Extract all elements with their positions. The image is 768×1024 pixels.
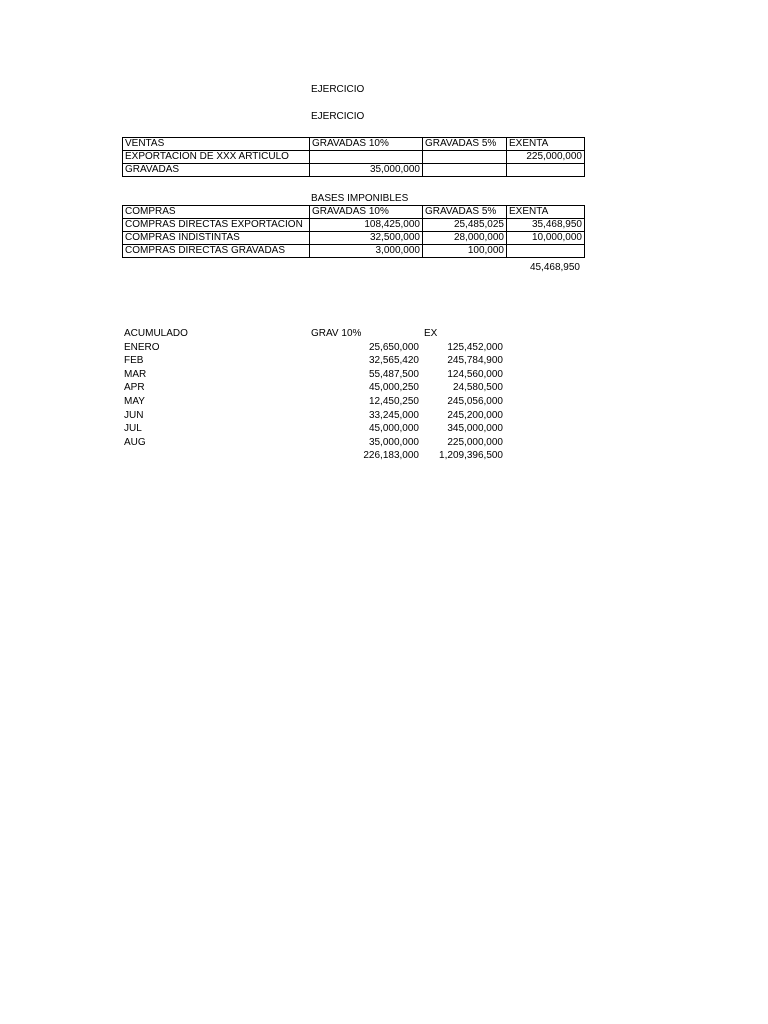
page-title: EJERCICIO (311, 84, 365, 95)
table-row (124, 409, 503, 423)
ex-value: 24,580,500 (452, 382, 503, 394)
header-cell: GRAVADAS 5% (423, 138, 507, 151)
month-label: MAR (124, 368, 147, 380)
cell-value (423, 151, 507, 164)
cell-value (507, 245, 585, 258)
ex-value: 225,000,000 (447, 436, 503, 448)
header-cell: EXENTA (507, 206, 585, 219)
grav-value: 35,000,000 (368, 436, 419, 448)
cell-value (310, 151, 423, 164)
grav-total: 226,183,000 (363, 450, 419, 462)
totals-label (124, 449, 311, 463)
totals-row (124, 449, 503, 463)
table-row (124, 354, 503, 368)
grav-value: 45,000,000 (368, 423, 419, 435)
row-label: COMPRAS DIRECTAS EXPORTACION (123, 219, 310, 232)
ex-total: 1,209,396,500 (439, 450, 503, 462)
header-cell: VENTAS (123, 138, 310, 151)
table-row (124, 381, 503, 395)
ex-value: 245,784,900 (447, 355, 503, 367)
table-row (124, 368, 503, 382)
cell-value: 108,425,000 (310, 219, 423, 232)
cell-value: 25,485,025 (423, 219, 507, 232)
row-label: COMPRAS DIRECTAS GRAVADAS (123, 245, 310, 258)
header-cell: COMPRAS (123, 206, 310, 219)
cell-value: 35,468,950 (507, 219, 585, 232)
header-cell: GRAVADAS 10% (310, 138, 423, 151)
month-label: ENERO (124, 341, 160, 353)
header-cell: ACUMULADO (124, 328, 188, 339)
header-cell: GRAV 10% (311, 328, 362, 339)
section-label: BASES IMPONIBLES (311, 193, 409, 204)
page-subtitle: EJERCICIO (311, 111, 365, 122)
month-label: AUG (124, 436, 146, 448)
grav-value: 45,000,250 (368, 382, 419, 394)
ex-value: 245,056,000 (447, 395, 503, 407)
cell-value: 35,000,000 (310, 164, 423, 177)
ex-value: 125,452,000 (447, 341, 503, 353)
header-cell: EXENTA (507, 138, 585, 151)
month-label: JUN (124, 409, 144, 421)
grav-value: 33,245,000 (368, 409, 419, 421)
table-row (123, 232, 585, 245)
ex-value: 245,200,000 (447, 409, 503, 421)
table-row (124, 341, 503, 355)
table-row (123, 164, 585, 177)
table-header-row (123, 206, 585, 219)
cell-value: 32,500,000 (310, 232, 423, 245)
header-cell: GRAVADAS 5% (423, 206, 507, 219)
month-label: MAY (124, 395, 145, 407)
table-row (123, 151, 585, 164)
cell-value (423, 164, 507, 177)
ventas-table (122, 137, 585, 177)
cell-value: 3,000,000 (310, 245, 423, 258)
grav-value: 25,650,000 (368, 341, 419, 353)
cell-value: 100,000 (423, 245, 507, 258)
total-exenta: 45,468,950 (529, 262, 580, 273)
ex-value: 345,000,000 (447, 423, 503, 435)
grav-value: 12,450,250 (368, 395, 419, 407)
row-label: EXPORTACION DE XXX ARTICULO (123, 151, 310, 164)
cell-value: 225,000,000 (507, 151, 585, 164)
grav-value: 55,487,500 (368, 368, 419, 380)
cell-value (507, 164, 585, 177)
header-cell: GRAVADAS 10% (310, 206, 423, 219)
table-row (124, 395, 503, 409)
table-header-row (124, 327, 503, 341)
table-row (123, 219, 585, 232)
row-label: COMPRAS INDISTINTAS (123, 232, 310, 245)
cell-value: 28,000,000 (423, 232, 507, 245)
month-label: FEB (124, 355, 144, 367)
month-label: APR (124, 382, 145, 394)
table-row (124, 422, 503, 436)
row-label: GRAVADAS (123, 164, 310, 177)
grav-value: 32,565,420 (368, 355, 419, 367)
table-header-row (123, 138, 585, 151)
table-row (124, 436, 503, 450)
compras-table (122, 205, 585, 258)
header-cell: EX (424, 328, 438, 339)
month-label: JUL (124, 423, 142, 435)
cell-value: 10,000,000 (507, 232, 585, 245)
table-row (123, 245, 585, 258)
acumulado-table (124, 327, 503, 463)
ex-value: 124,560,000 (447, 368, 503, 380)
